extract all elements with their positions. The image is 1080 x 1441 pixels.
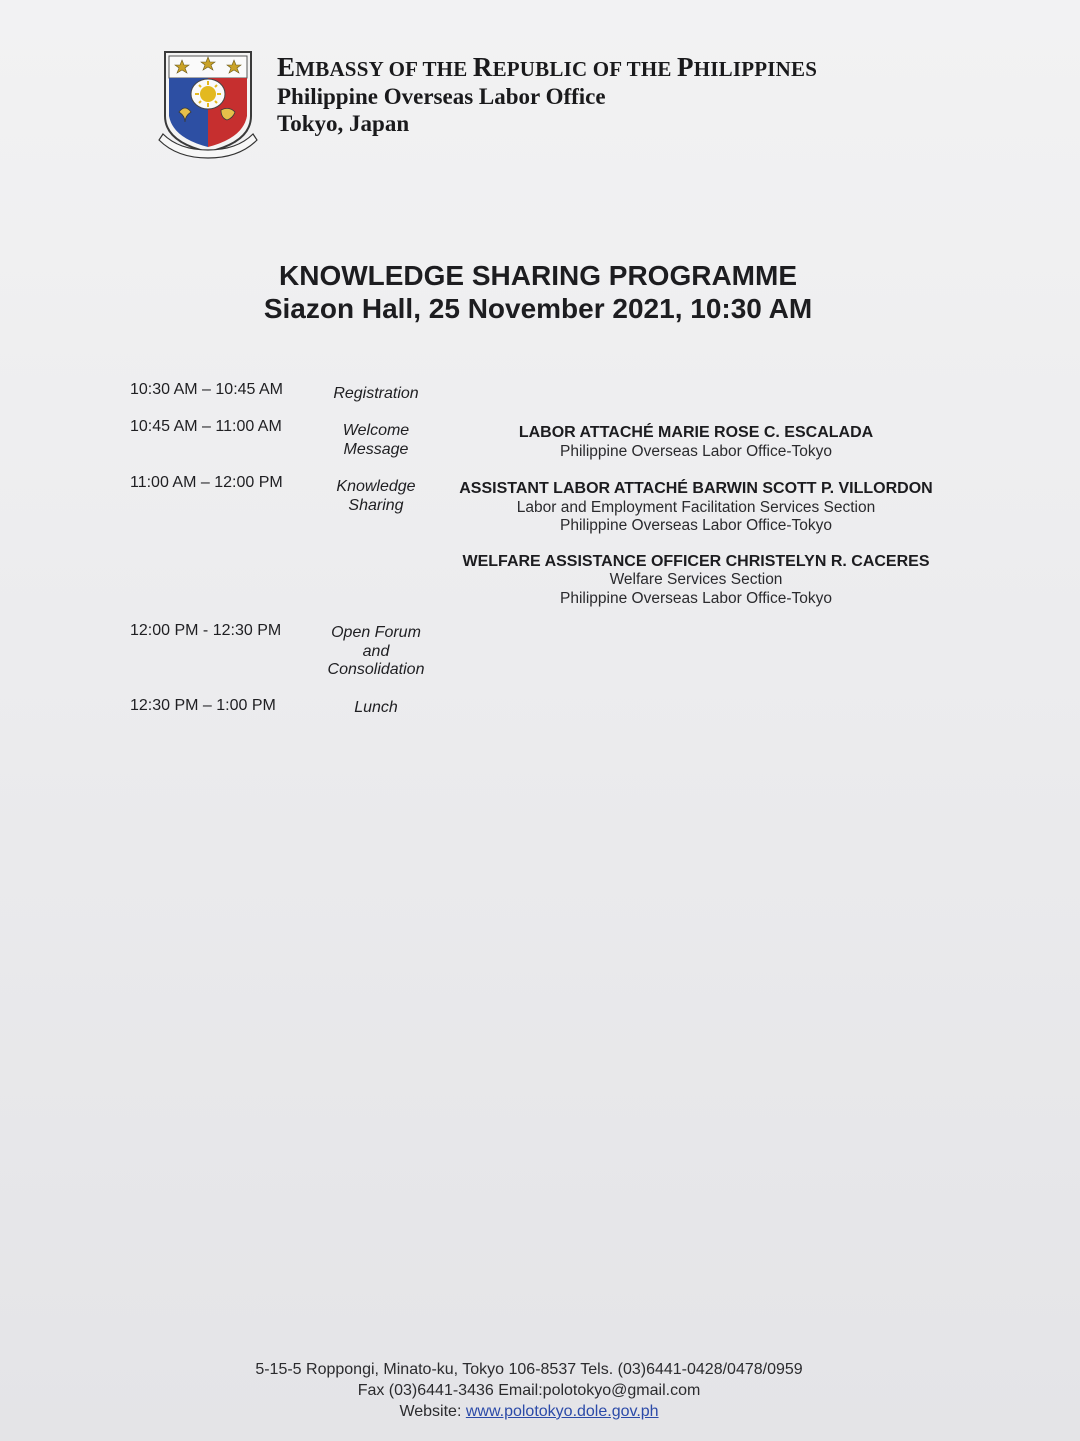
speaker-entry bbox=[446, 553, 946, 609]
schedule-time: 11:00 AM – 12:00 PM bbox=[130, 474, 283, 491]
footer-fax-email: Fax (03)6441-3436 Email:polotokyo@gmail.com bbox=[357, 1382, 701, 1399]
philippine-coat-of-arms-seal bbox=[157, 46, 259, 162]
schedule-event: Knowledge Sharing bbox=[336, 478, 416, 514]
speaker-entry bbox=[446, 424, 946, 461]
speaker-list bbox=[446, 424, 946, 478]
speaker-entry bbox=[446, 480, 946, 536]
letterhead bbox=[277, 52, 817, 137]
schedule-event: Registration bbox=[333, 385, 419, 402]
speaker-section: Labor and Employment Facilitation Services Section bbox=[516, 498, 876, 516]
office-city: Tokyo, Japan bbox=[277, 111, 410, 136]
schedule-time: 10:30 AM – 10:45 AM bbox=[130, 381, 283, 398]
embassy-name: EMBASSY OF THE REPUBLIC OF THE PHILIPPINES bbox=[277, 52, 818, 82]
speaker-affiliation: Philippine Overseas Labor Office-Tokyo bbox=[560, 442, 832, 460]
speaker-list bbox=[446, 480, 946, 625]
speaker-name: ASSISTANT LABOR ATTACHÉ BARWIN SCOTT P. VILLORDON bbox=[459, 480, 933, 497]
speaker-name: WELFARE ASSISTANCE OFFICER CHRISTELYN R. CACERES bbox=[462, 552, 930, 570]
office-name: Philippine Overseas Labor Office bbox=[277, 84, 606, 109]
schedule-event: Welcome Message bbox=[342, 422, 410, 458]
programme-title: KNOWLEDGE SHARING PROGRAMME bbox=[279, 260, 797, 291]
speaker-affiliation: Philippine Overseas Labor Office-Tokyo bbox=[560, 517, 832, 534]
footer-website: Website: www.polotokyo.dole.gov.ph bbox=[399, 1403, 659, 1420]
speaker-name: LABOR ATTACHÉ MARIE ROSE C. ESCALADA bbox=[518, 424, 874, 441]
speaker-affiliation: Philippine Overseas Labor Office-Tokyo bbox=[560, 589, 832, 607]
schedule-event: Lunch bbox=[354, 699, 398, 716]
website-link[interactable]: www.polotokyo.dole.gov.ph bbox=[465, 1403, 659, 1420]
schedule-time: 10:45 AM – 11:00 AM bbox=[130, 418, 282, 435]
schedule-time: 12:30 PM – 1:00 PM bbox=[130, 697, 276, 714]
schedule-time: 12:00 PM - 12:30 PM bbox=[130, 622, 282, 639]
footer-address: 5-15-5 Roppongi, Minato-ku, Tokyo 106-8537 Tels. (03)6441-0428/0478/0959 bbox=[255, 1361, 803, 1378]
footer-contact bbox=[0, 1359, 1058, 1422]
programme-venue-date: Siazon Hall, 25 November 2021, 10:30 AM bbox=[263, 293, 813, 324]
schedule-event: Open Forum and Consolidation bbox=[327, 624, 425, 678]
speaker-section: Welfare Services Section bbox=[609, 571, 783, 588]
